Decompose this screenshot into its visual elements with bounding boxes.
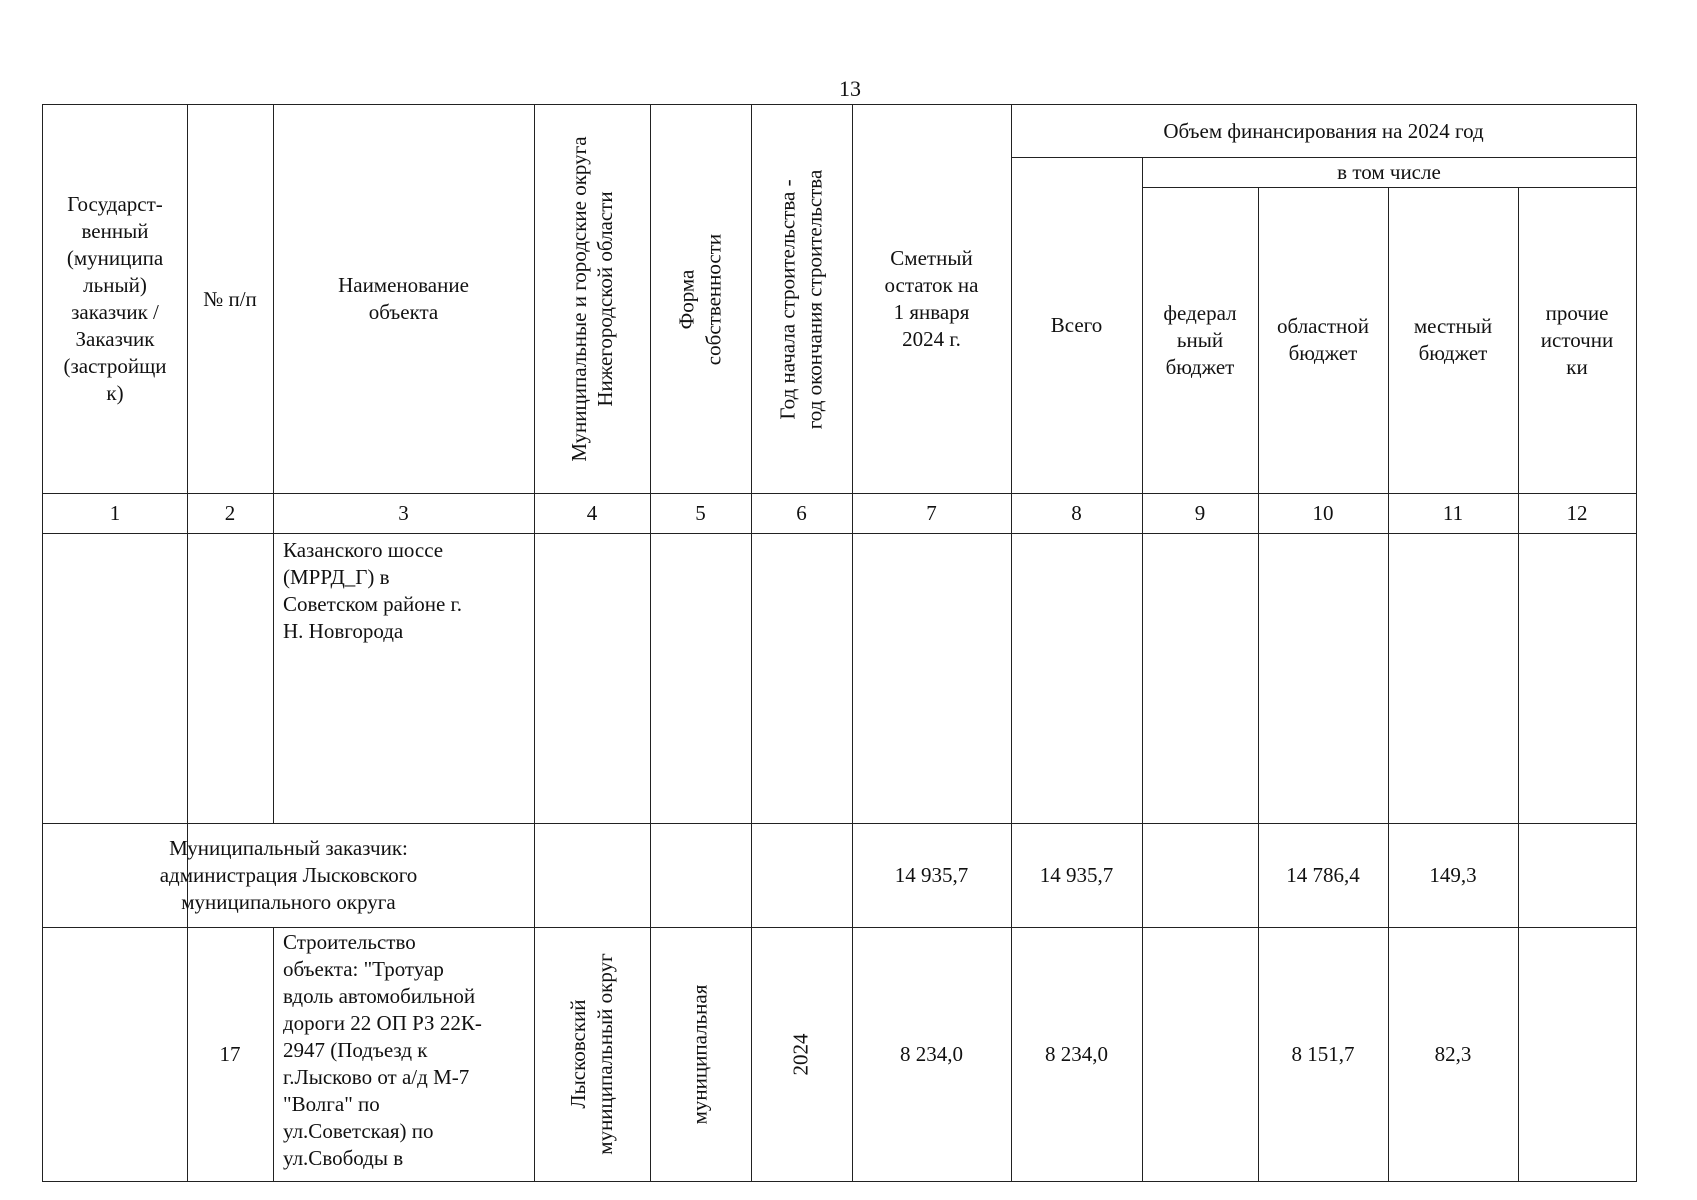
row-17-total: 8 234,0	[1045, 1041, 1108, 1066]
column-number: 7	[926, 500, 937, 525]
header-number: № п/п	[203, 286, 257, 311]
column-number: 3	[398, 500, 409, 525]
row-17-other	[1518, 927, 1636, 1181]
column-number: 1	[109, 500, 121, 525]
column-number: 2	[224, 500, 236, 525]
header-local: местный бюджет	[1413, 314, 1493, 365]
header-customer: Государст- венный (муниципа льный) заказчик / Заказчик (застройщи к)	[63, 192, 167, 405]
row-17-number: 17	[219, 1041, 241, 1066]
column-number: 9	[1194, 500, 1206, 525]
row-divider	[43, 533, 1636, 534]
customer-other	[1518, 823, 1636, 927]
page-number: 13	[839, 76, 861, 101]
header-funding: Объем финансирования на 2024 год	[1163, 118, 1484, 143]
column-number: 11	[1442, 500, 1464, 525]
row-17-estimate: 8 234,0	[900, 1041, 963, 1066]
header-municipality: Муниципальные и городские округа Нижегородской области	[567, 136, 617, 462]
column-number: 5	[695, 500, 706, 525]
header-object-name: Наименование объекта	[338, 273, 469, 324]
header-ownership: Форма собственности	[674, 233, 725, 366]
row-17-federal	[1142, 927, 1258, 1181]
header-regional: областной бюджет	[1277, 314, 1369, 365]
column-number: 10	[1312, 500, 1334, 525]
row-17-ownership: муниципальная	[687, 984, 712, 1125]
header-other: прочие источни ки	[1540, 300, 1614, 379]
column-number: 4	[586, 500, 598, 525]
financing-table	[42, 104, 1637, 1182]
customer-estimate: 14 935,7	[894, 862, 969, 887]
row-17-local: 82,3	[1434, 1041, 1472, 1066]
header-total: Всего	[1050, 312, 1103, 337]
column-number: 6	[796, 500, 807, 525]
header-estimate: Сметный остаток на 1 января 2024 г.	[884, 246, 979, 351]
row-17-years: 2024	[788, 1033, 813, 1076]
customer-regional: 14 786,4	[1286, 862, 1360, 887]
customer-label: Муниципальный заказчик: администрация Лысковского муниципального округа	[159, 835, 418, 914]
customer-local: 149,3	[1429, 862, 1477, 887]
row-17-regional: 8 151,7	[1291, 1041, 1355, 1066]
header-including: в том числе	[1337, 159, 1441, 184]
header-years: Год начала строительства - год окончания строительства	[775, 169, 826, 430]
customer-federal	[1142, 823, 1258, 927]
continuation-object-name: Казанского шоссе (МРРД_Г) в Советском районе г. Н. Новгорода	[283, 538, 463, 643]
row-17-object-name: Строительство объекта: "Тротуар вдоль автомобильной дороги 22 ОП РЗ 22К- 2947 (Подъезд к г.Лысково от а/д М-7 "Волга" по ул.Советская) по ул.Свободы в	[283, 930, 482, 1170]
column-number: 8	[1071, 500, 1082, 525]
row-17-municipality: Лысковский муниципальный округ	[566, 953, 617, 1155]
customer-total: 14 935,7	[1039, 862, 1114, 887]
column-number: 12	[1566, 500, 1588, 525]
header-federal: федерал ьный бюджет	[1163, 300, 1237, 379]
